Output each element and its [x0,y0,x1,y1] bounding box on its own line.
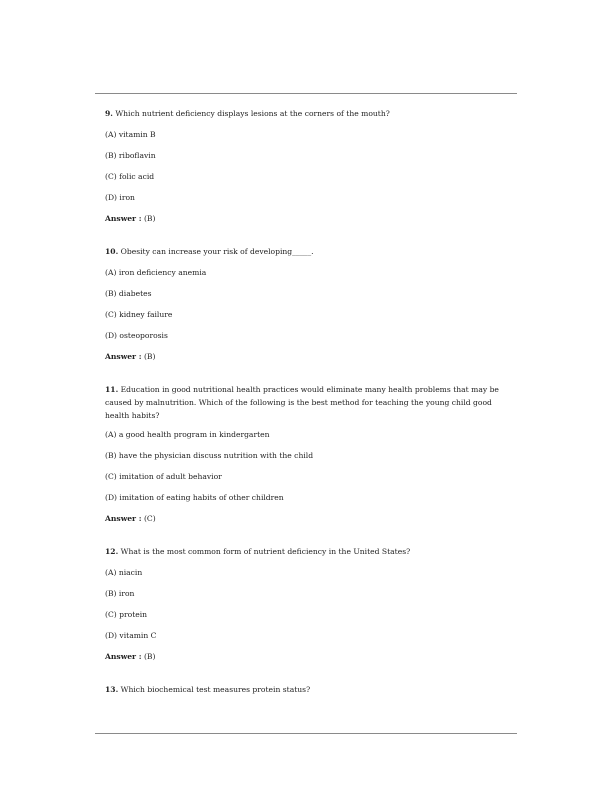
question-text: Education in good nutritional health practices would eliminate many health problems that may be caused by malnutrition. Which of the following is the best method for teaching the young child good health habits? [105,385,499,420]
question-text: What is the most common form of nutrient deficiency in the United States? [120,547,411,556]
question-11 [105,383,509,523]
top-divider [95,93,517,94]
option-b: (B) riboflavin [105,151,156,160]
answer-label: Answer : [105,514,142,523]
question-number: 12. [105,547,119,556]
question-stem [105,683,509,696]
question-stem [105,245,509,258]
question-number: 13. [105,685,119,694]
answer-label: Answer : [105,214,142,223]
answer-label: Answer : [105,652,142,661]
option-b: (B) diabetes [105,289,152,298]
question-stem [105,383,509,422]
question-12 [105,545,509,661]
answer-value: (B) [143,214,156,223]
option-c: (C) kidney failure [105,310,173,319]
option-c: (C) imitation of adult behavior [105,472,222,481]
question-stem [105,107,509,120]
option-d: (D) iron [105,193,135,202]
question-stem [105,545,509,558]
option-d: (D) vitamin C [105,631,157,640]
question-10 [105,245,509,361]
answer-value: (C) [143,514,156,523]
question-text: Which biochemical test measures protein status? [120,685,311,694]
option-a: (A) a good health program in kindergarten [105,430,270,439]
answer-label: Answer : [105,352,142,361]
question-number: 9. [105,109,113,118]
option-d: (D) imitation of eating habits of other children [105,493,284,502]
question-13 [105,683,509,696]
question-number: 11. [105,385,119,394]
option-d: (D) osteoporosis [105,331,168,340]
answer-line [105,512,156,525]
answer-value: (B) [143,652,156,661]
option-c: (C) protein [105,610,148,619]
option-b: (B) have the physician discuss nutrition with the child [105,451,314,460]
answer-line [105,650,155,663]
answer-value: (B) [143,352,156,361]
option-a: (A) iron deficiency anemia [105,268,207,277]
question-9 [105,107,509,223]
bottom-divider [95,733,517,734]
option-c: (C) folic acid [105,172,155,181]
question-text: Which nutrient deficiency displays lesions at the corners of the mouth? [115,109,390,118]
question-text: Obesity can increase your risk of developing_____. [120,247,314,256]
option-a: (A) niacin [105,568,143,577]
option-b: (B) iron [105,589,135,598]
answer-line [105,212,155,225]
answer-line [105,350,155,363]
option-a: (A) vitamin B [105,130,156,139]
question-number: 10. [105,247,119,256]
